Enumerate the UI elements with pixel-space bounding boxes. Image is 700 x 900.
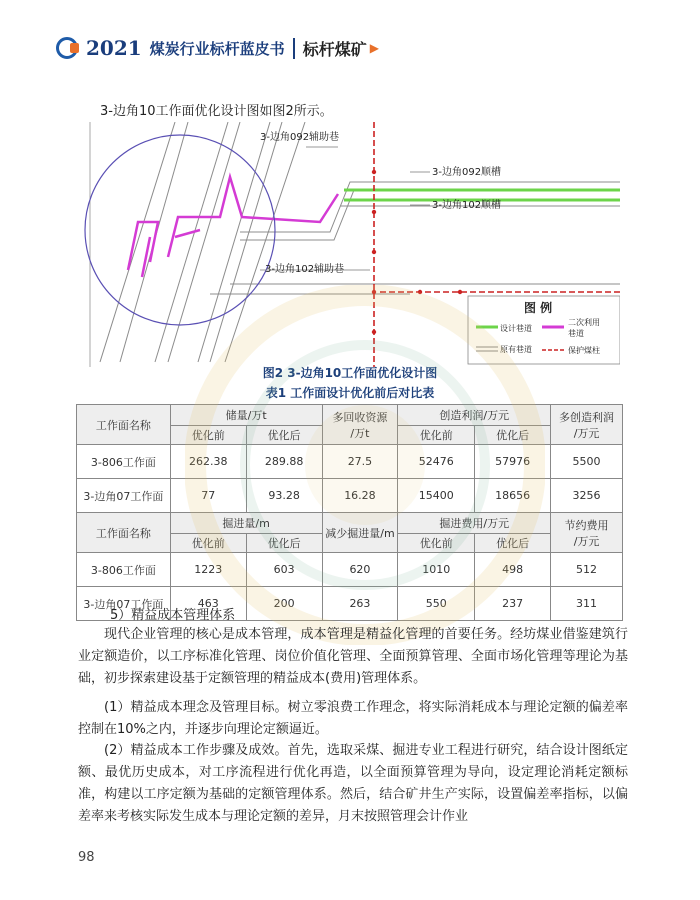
legend-pillar: 保护煤柱 bbox=[568, 346, 600, 355]
header-reserves: 储量/万t bbox=[170, 405, 322, 426]
legend-secondary-2: 巷道 bbox=[568, 329, 584, 338]
section-title: 5）精益成本管理体系 bbox=[110, 608, 236, 623]
table-caption: 表1 工作面设计优化前后对比表 bbox=[265, 386, 435, 400]
header-before: 优化前 bbox=[170, 426, 246, 445]
cell-value: 498 bbox=[475, 553, 551, 587]
header-before: 优化前 bbox=[170, 534, 246, 553]
chevron-right-icon: ▶ bbox=[369, 41, 379, 55]
header-year: 2021 bbox=[86, 36, 142, 60]
header-cost: 掘进费用/万元 bbox=[398, 513, 551, 534]
paragraph: (1）精益成本理念及管理目标。树立零浪费工作理念，将实际消耗成本与理论定额的偏差率控制在10%之内，并逐步向理论定额逼近。 bbox=[78, 700, 628, 737]
table-row bbox=[77, 553, 623, 587]
header-after: 优化后 bbox=[246, 426, 322, 445]
cell-value: 1010 bbox=[398, 553, 475, 587]
header-after: 优化后 bbox=[246, 534, 322, 553]
cell-name: 3-边角07工作面 bbox=[77, 479, 171, 513]
cell-value: 3256 bbox=[551, 479, 623, 513]
table-header-row bbox=[77, 513, 623, 534]
cell-value: 18656 bbox=[475, 479, 551, 513]
cell-value: 93.28 bbox=[246, 479, 322, 513]
cell-value: 52476 bbox=[398, 445, 475, 479]
cell-value: 5500 bbox=[551, 445, 623, 479]
paragraph: (2）精益成本工作步骤及成效。首先，选取采煤、掘进专业工程进行研究，结合设计图纸定额、最优历史成本，对工序流程进行优化再造，以全面预算管理为导向，设定理论消耗定额标准，构建以工序定额为基础的定额管理体系。然后，结合矿井生产实际，设置偏差率指标，以偏差率来考核实际发生成本与理论定额的差异，月末按照管理会计作业 bbox=[78, 743, 628, 824]
cell-value: 512 bbox=[551, 553, 623, 587]
label-aux-092: 3-边角092辅助巷 bbox=[260, 132, 340, 143]
cell-value: 16.28 bbox=[322, 479, 398, 513]
header-before: 优化前 bbox=[398, 534, 475, 553]
header-saved: 节约费用 /万元 bbox=[551, 513, 623, 553]
cell-value: 262.38 bbox=[170, 445, 246, 479]
header-tag: 标杆煤矿 bbox=[302, 39, 367, 59]
label-chute-092: 3-边角092顺槽 bbox=[432, 167, 502, 178]
cell-value: 603 bbox=[246, 553, 322, 587]
cell-value: 77 bbox=[170, 479, 246, 513]
cell-value: 15400 bbox=[398, 479, 475, 513]
legend-title: 图 例 bbox=[524, 301, 553, 315]
cell-value: 200 bbox=[246, 587, 322, 621]
header-name: 工作面名称 bbox=[77, 405, 171, 445]
header-profit: 创造利润/万元 bbox=[398, 405, 551, 426]
header-book-title: 煤炭行业标杆蓝皮书 bbox=[150, 38, 295, 59]
association-logo-icon bbox=[56, 37, 78, 59]
cell-value: 57976 bbox=[475, 445, 551, 479]
cell-value: 463 bbox=[170, 587, 246, 621]
comparison-table bbox=[76, 404, 623, 621]
legend-existing: 原有巷道 bbox=[500, 345, 532, 354]
header-after: 优化后 bbox=[475, 534, 551, 553]
cell-name: 3-边角07工作面 bbox=[77, 587, 171, 621]
header-name: 工作面名称 bbox=[77, 513, 171, 553]
cell-name: 3-806工作面 bbox=[77, 553, 171, 587]
cell-value: 237 bbox=[475, 587, 551, 621]
cell-value: 289.88 bbox=[246, 445, 322, 479]
header-footage: 掘进量/m bbox=[170, 513, 322, 534]
cell-name: 3-806工作面 bbox=[77, 445, 171, 479]
cell-value: 1223 bbox=[170, 553, 246, 587]
cell-value: 550 bbox=[398, 587, 475, 621]
design-diagram bbox=[80, 122, 620, 367]
cell-value: 263 bbox=[322, 587, 398, 621]
figure-intro-text: 3-边角10工作面优化设计图如图2所示。 bbox=[100, 104, 333, 119]
table-row bbox=[77, 445, 623, 479]
table-row bbox=[77, 479, 623, 513]
cell-value: 620 bbox=[322, 553, 398, 587]
cell-value: 27.5 bbox=[322, 445, 398, 479]
header-more-profit: 多创造利润 /万元 bbox=[551, 405, 623, 445]
page-number: 98 bbox=[78, 850, 95, 865]
header-reduced: 减少掘进量/m bbox=[322, 513, 398, 553]
header-before: 优化前 bbox=[398, 426, 475, 445]
legend bbox=[468, 296, 620, 364]
label-aux-102: 3-边角102辅助巷 bbox=[265, 264, 345, 275]
legend-secondary-1: 二次利用 bbox=[568, 318, 600, 327]
figure-caption: 图2 3-边角10工作面优化设计图 bbox=[262, 366, 438, 380]
paragraph: 现代企业管理的核心是成本管理，成本管理是精益化管理的首要任务。经坊煤业借鉴建筑行业定额造价，以工序标准化管理、岗位价值化管理、全面预算管理、全面市场化管理等理论为基础，初步探索建设基于定额管理的精益成本(费用)管理体系。 bbox=[78, 627, 628, 686]
header-recovered: 多回收资源 /万t bbox=[322, 405, 398, 445]
cell-value: 311 bbox=[551, 587, 623, 621]
table-header-row bbox=[77, 405, 623, 426]
label-chute-102: 3-边角102顺槽 bbox=[432, 200, 502, 211]
page-header bbox=[56, 34, 379, 62]
header-after: 优化后 bbox=[475, 426, 551, 445]
legend-design: 设计巷道 bbox=[500, 324, 532, 333]
